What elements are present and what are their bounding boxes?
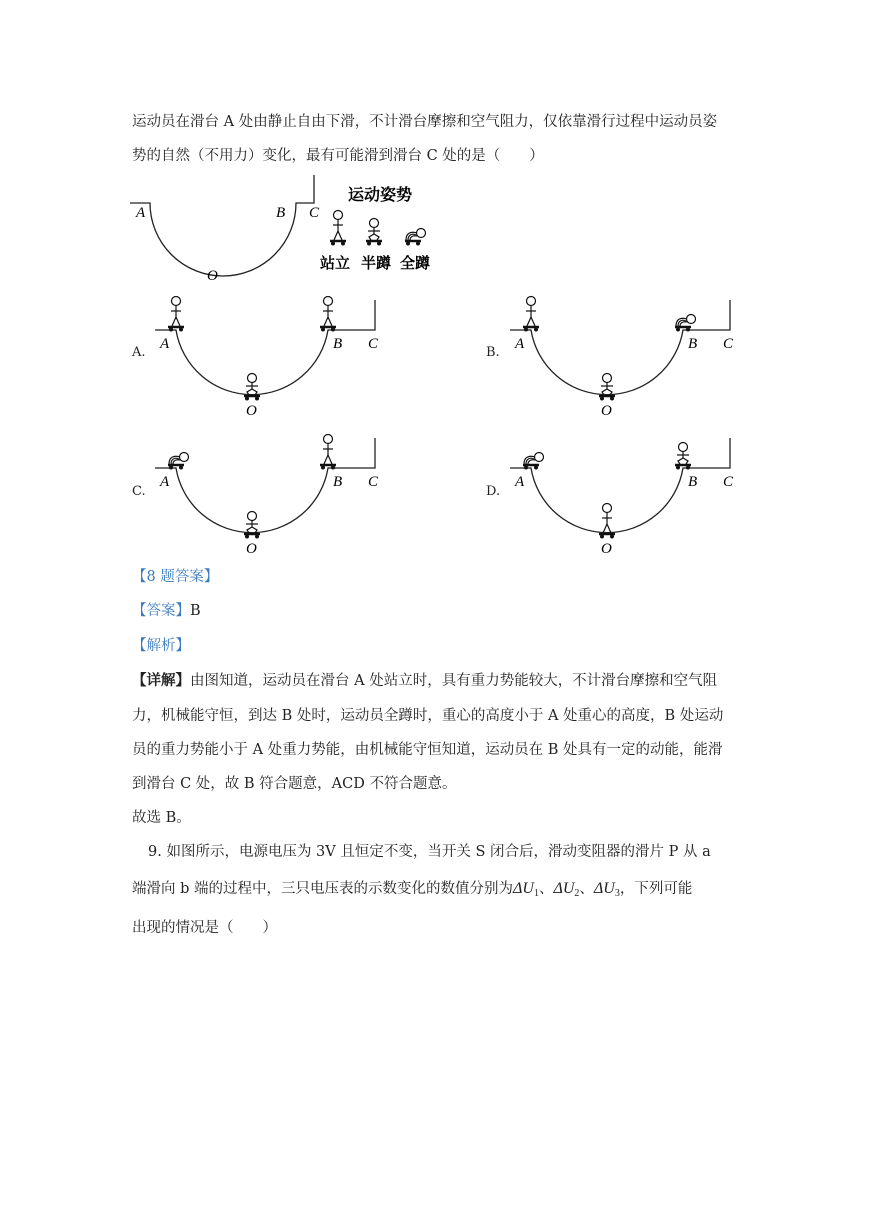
label-a: A <box>160 474 170 490</box>
option-a-key: A. <box>132 345 146 360</box>
answer-line <box>132 601 201 621</box>
label-a: A <box>136 205 146 221</box>
detail-label: 【详解】 <box>132 672 190 689</box>
posture-full-label: 全蹲 <box>400 254 431 272</box>
legend-full-figure <box>405 229 426 246</box>
skater-at-b <box>320 435 336 470</box>
legend-title: 运动姿势 <box>348 185 413 204</box>
option-d-key: D. <box>486 484 501 499</box>
label-o: O <box>246 403 257 419</box>
posture-stand-label: 站立 <box>320 254 351 272</box>
skater-at-o <box>244 374 260 401</box>
label-o: O <box>601 403 612 419</box>
analysis-header: 【解析】 <box>132 638 190 654</box>
posture-half-label: 半蹲 <box>361 254 392 272</box>
option-d-figure <box>505 423 745 558</box>
label-b: B <box>276 205 286 221</box>
skater-at-o <box>599 504 615 539</box>
detail-line-3: 员的重力势能小于 A 处重力势能，由机械能守恒知道，运动员在 B 处具有一定的动能，能滑 <box>132 742 723 758</box>
answer-header: 【8 题答案】 <box>132 569 219 585</box>
q9-line-3: 出现的情况是（ ） <box>132 920 277 936</box>
skater-at-a <box>168 297 184 332</box>
conclusion: 故选 B。 <box>132 810 191 826</box>
skater-at-a <box>523 453 544 470</box>
option-c-key: C. <box>132 484 146 499</box>
q8-stem-line-1: 运动员在滑台 A 处由静止自由下滑，不计滑台摩擦和空气阻力，仅依靠滑行过程中运动员姿 <box>132 114 718 130</box>
label-o: O <box>207 268 218 284</box>
skater-at-a <box>523 297 539 332</box>
label-a: A <box>515 474 525 490</box>
skater-at-b <box>675 315 696 332</box>
q9-line-2: 端滑向 b 端的过程中，三只电压表的示数变化的数值分别为$\Delta U_1$、$\Delta U_2$、$\Delta U_3$，下列可能 <box>132 880 693 899</box>
delta-u1: $\Delta U_1$ <box>513 880 539 899</box>
skater-at-o <box>244 512 260 539</box>
label-c: C <box>723 336 734 352</box>
legend-stand-figure <box>330 211 346 246</box>
label-b: B <box>333 474 343 490</box>
label-b: B <box>688 336 698 352</box>
delta-u2: $\Delta U_2$ <box>553 880 580 899</box>
label-o: O <box>601 541 612 557</box>
label-c: C <box>309 205 320 221</box>
legend-half-figure <box>366 219 382 246</box>
detail-line-2: 力，机械能守恒，到达 B 处时，运动员全蹲时，重心的高度小于 A 处重心的高度，B 处运动 <box>132 708 724 724</box>
label-b: B <box>688 474 698 490</box>
answer-value: B <box>190 603 201 619</box>
detail-line-4: 到滑台 C 处，故 B 符合题意，ACD 不符合题意。 <box>132 776 457 792</box>
label-a: A <box>160 336 170 352</box>
delta-u3: $\Delta U_3$ <box>593 880 620 899</box>
skater-at-o <box>599 374 615 401</box>
answer-label: 【答案】 <box>132 603 190 619</box>
option-b-key: B. <box>486 345 500 360</box>
option-a-figure <box>150 285 390 420</box>
q8-main-figure <box>128 170 448 285</box>
option-c-figure <box>150 423 390 558</box>
label-o: O <box>246 541 257 557</box>
label-a: A <box>515 336 525 352</box>
label-b: B <box>333 336 343 352</box>
label-c: C <box>368 474 379 490</box>
skater-at-b <box>675 443 691 470</box>
option-b-figure <box>505 285 745 420</box>
q8-stem-line-2: 势的自然（不用力）变化，最有可能滑到滑台 C 处的是（ ） <box>132 148 544 164</box>
label-c: C <box>723 474 734 490</box>
label-c: C <box>368 336 379 352</box>
detail-line-1: 【详解】由图知道，运动员在滑台 A 处站立时，具有重力势能较大，不计滑台摩擦和空气阻 <box>132 672 718 689</box>
skater-at-a <box>168 453 189 470</box>
q9-line-1: 9. 如图所示，电源电压为 3V 且恒定不变，当开关 S 闭合后，滑动变阻器的滑片 P 从 a <box>148 844 711 860</box>
skater-at-b <box>320 297 336 332</box>
